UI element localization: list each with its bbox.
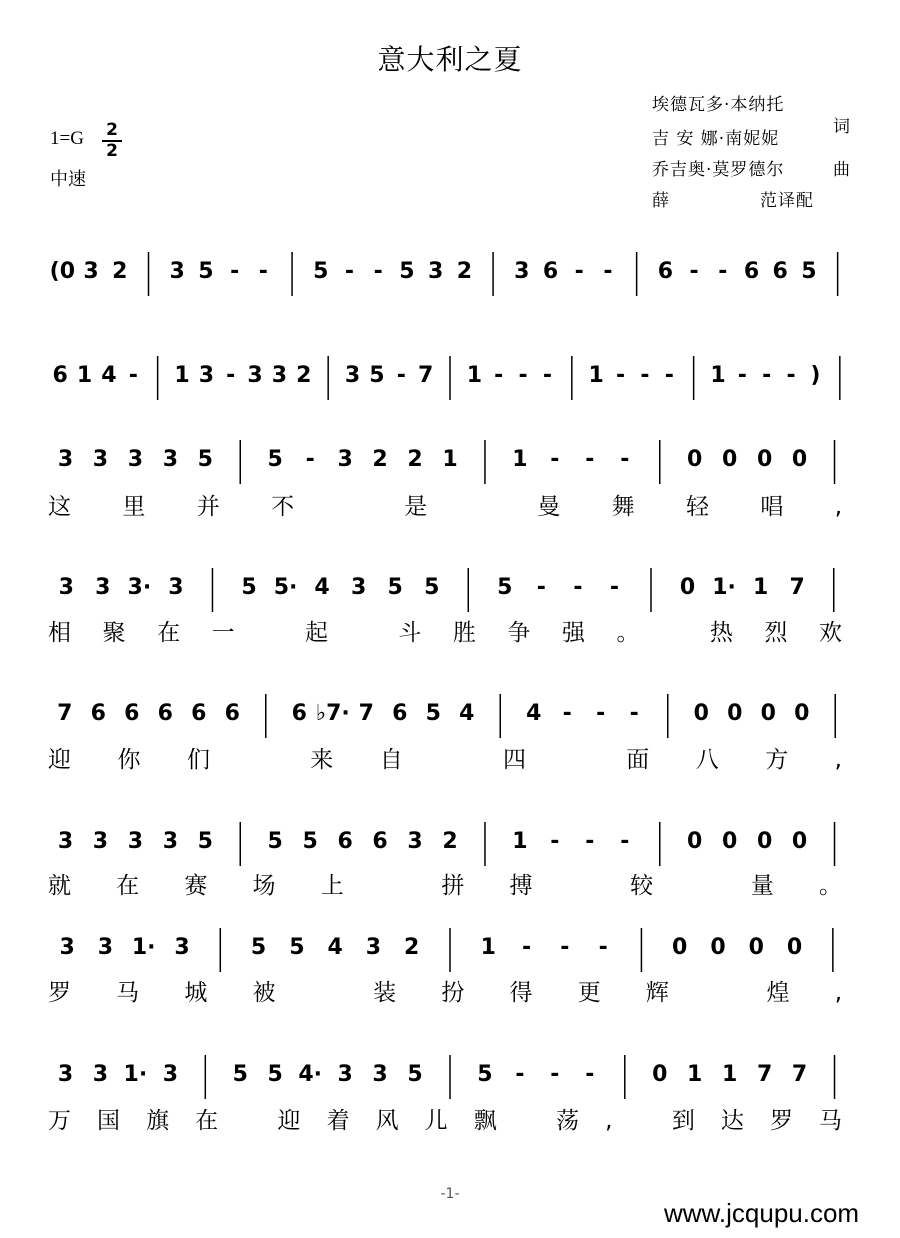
note-symbol: 3 — [365, 935, 382, 960]
note-symbol: - — [560, 935, 570, 960]
note-symbol: - — [620, 447, 630, 472]
note-symbol: 6 — [657, 259, 674, 284]
note-symbol: 0 — [721, 829, 738, 854]
note-symbol: 1· — [712, 575, 736, 600]
note-symbol: 3 — [344, 363, 361, 388]
lyric-line: 罗马城被 装扮得更辉 煌, — [48, 980, 842, 1006]
note-symbol: - — [664, 363, 674, 388]
note-symbol: 3 — [92, 829, 109, 854]
note-symbol: - — [585, 1062, 595, 1087]
note-symbol: - — [596, 701, 606, 726]
note-symbol: - — [585, 447, 595, 472]
note-symbol: 7 — [789, 575, 805, 600]
note-symbol: 1 — [752, 575, 769, 600]
note-symbol: - — [629, 701, 639, 726]
note-symbol: 3 — [337, 1062, 353, 1087]
note-symbol: 2 — [296, 363, 312, 388]
note-symbol: 5 — [267, 1062, 283, 1087]
lyricist-role: 词 — [833, 117, 850, 137]
key-signature: 1=G — [50, 128, 84, 149]
note-symbol: 0 — [672, 935, 688, 960]
note-symbol: 1 — [687, 1062, 703, 1087]
note-symbol: - — [550, 1062, 560, 1087]
note-symbol: 5 — [477, 1062, 493, 1087]
note-symbol: - — [494, 363, 504, 388]
note-symbol: - — [620, 829, 630, 854]
note-symbol: 3· — [127, 575, 152, 600]
note-symbol: 5 — [425, 701, 441, 726]
composer: 乔吉奥·莫罗德尔 — [652, 160, 785, 180]
note-symbol: 5 — [801, 259, 817, 284]
note-symbol: 5 — [198, 259, 214, 284]
note-symbol: 1 — [710, 363, 726, 388]
note-symbol: 0 — [756, 447, 773, 472]
note-symbol: 0 — [721, 447, 738, 472]
note-symbol: 0 — [794, 701, 810, 726]
note-symbol: 4 — [327, 935, 343, 960]
note-symbol: - — [762, 363, 772, 388]
note-symbol: 6 — [52, 363, 68, 388]
note-symbol: - — [344, 259, 355, 284]
note-symbol: 3 — [58, 575, 74, 600]
note-symbol: 1· — [131, 935, 156, 960]
note-symbol: 3 — [59, 935, 75, 960]
note-symbol: 7 — [358, 701, 374, 726]
note-symbol: 1 — [480, 935, 496, 960]
note-symbol: 3 — [57, 829, 74, 854]
note-symbol: - — [640, 363, 650, 388]
note-symbol: 5 — [302, 829, 318, 854]
note-symbol: - — [542, 363, 553, 388]
note-symbol: - — [518, 363, 528, 388]
note-symbol: 3 — [57, 1062, 74, 1087]
note-symbol: 2 — [112, 259, 128, 284]
note-symbol: 6 — [90, 701, 106, 726]
note-symbol: - — [598, 935, 608, 960]
note-symbol: 5 — [369, 363, 385, 388]
lyric-line: 迎你们 来自 四 面八方, — [48, 747, 842, 773]
note-symbol: 3 — [514, 259, 530, 284]
note-symbol: 3 — [174, 935, 190, 960]
note-symbol: 1· — [123, 1062, 148, 1087]
note-symbol: 5 — [267, 447, 283, 472]
note-symbol: 7 — [756, 1062, 773, 1087]
note-symbol: 5 — [407, 1062, 423, 1087]
note-symbol: - — [550, 829, 560, 854]
note-symbol: - — [226, 363, 236, 388]
note-symbol: 5 — [267, 829, 283, 854]
note-symbol: 3 — [198, 363, 215, 388]
note-symbol: 1 — [442, 447, 458, 472]
note-symbol: 6 — [224, 701, 240, 726]
note-symbol: 3 — [350, 575, 367, 600]
note-symbol: 0 — [710, 935, 726, 960]
note-symbol: 6 — [191, 701, 207, 726]
note-symbol: 4 — [459, 701, 475, 726]
note-symbol: 3 — [407, 829, 423, 854]
meter-top: 2 — [106, 120, 118, 140]
note-symbol: 3 — [97, 935, 114, 960]
note-symbol: 0 — [727, 701, 743, 726]
note-symbol: 1 — [466, 363, 483, 388]
note-symbol: 0 — [760, 701, 776, 726]
note-symbol: - — [609, 575, 620, 600]
note-symbol: 2 — [404, 935, 420, 960]
note-symbol: - — [737, 363, 747, 388]
note-symbol: - — [515, 1062, 525, 1087]
note-symbol: 0 — [791, 447, 808, 472]
lyric-line: 相聚在一 起 斗胜争强。 热烈欢 — [48, 620, 843, 646]
note-symbol: 3 — [162, 1062, 179, 1087]
note-symbol: 2 — [442, 829, 458, 854]
note-symbol: 5 — [241, 575, 257, 600]
note-symbol: 4· — [298, 1062, 323, 1087]
note-symbol: 3 — [427, 259, 444, 284]
note-symbol: 6 — [157, 701, 173, 726]
note-symbol: 3 — [95, 575, 111, 600]
note-symbol: 2 — [456, 259, 473, 284]
note-symbol: 2 — [372, 447, 388, 472]
note-symbol: 5 — [399, 259, 415, 284]
note-symbol: 3 — [127, 447, 144, 472]
note-symbol: 3 — [337, 447, 353, 472]
note-symbol: 7 — [791, 1062, 808, 1087]
note-symbol: 3 — [247, 363, 263, 388]
note-symbol: 1 — [588, 363, 604, 388]
note-symbol: 5 — [197, 829, 213, 854]
note-symbol: 7 — [57, 701, 73, 726]
note-symbol: 0 — [693, 701, 709, 726]
note-symbol: - — [550, 447, 560, 472]
note-symbol: 5 — [424, 575, 440, 600]
note-symbol: 5 — [250, 935, 267, 960]
note-symbol: 0 — [652, 1062, 668, 1087]
note-symbol: 6 — [743, 259, 760, 284]
note-symbol: 1 — [721, 1062, 738, 1087]
note-symbol: 5 — [197, 447, 213, 472]
note-symbol: 3 — [57, 447, 74, 472]
lyric-line: 就在赛场上 拼搏 较 量。 — [48, 873, 842, 899]
lyric-line: 这里并不 是 曼舞轻唱, — [48, 494, 842, 520]
note-symbol: 6 — [772, 259, 788, 284]
page-number: -1- — [440, 1186, 460, 1202]
translator-name-1: 薛 — [652, 191, 670, 211]
note-symbol: ♭7· — [315, 701, 350, 726]
website-watermark: www.jcqupu.com — [664, 1198, 860, 1228]
note-symbol: 7 — [417, 363, 434, 388]
note-symbol: 3 — [162, 829, 179, 854]
note-symbol: 0 — [786, 935, 803, 960]
tempo-marking: 中速 — [50, 169, 86, 190]
note-symbol: 3 — [92, 1062, 109, 1087]
lyricist-1: 埃德瓦多·本纳托 — [652, 95, 785, 115]
note-symbol: 5 — [313, 259, 329, 284]
note-symbol: 6 — [542, 259, 559, 284]
note-symbol: 5 — [232, 1062, 248, 1087]
note-symbol: 4 — [526, 701, 542, 726]
note-symbol: 0 — [679, 575, 696, 600]
note-symbol: - — [574, 259, 584, 284]
note-symbol: - — [258, 259, 268, 284]
song-title: 意大利之夏 — [377, 43, 523, 76]
note-symbol: 2 — [407, 447, 423, 472]
note-symbol: 6 — [392, 701, 408, 726]
note-symbol: - — [585, 829, 595, 854]
note-symbol: - — [396, 363, 406, 388]
note-symbol: 0 — [687, 829, 703, 854]
note-symbol: - — [689, 259, 699, 284]
note-symbol: 1 — [174, 363, 190, 388]
translator-name-2: 范译配 — [760, 191, 814, 211]
note-symbol: - — [615, 363, 626, 388]
note-symbol: - — [522, 935, 532, 960]
composer-role: 曲 — [833, 160, 850, 180]
note-symbol: 5 — [289, 935, 305, 960]
note-symbol: ) — [810, 363, 821, 388]
note-symbol: (0 — [49, 259, 76, 284]
note-symbol: 3 — [168, 575, 184, 600]
note-symbol: 0 — [687, 447, 703, 472]
note-symbol: 1 — [512, 829, 528, 854]
note-symbol: - — [718, 259, 728, 284]
note-symbol: 3 — [162, 447, 179, 472]
note-symbol: 1 — [512, 447, 528, 472]
note-symbol: 6 — [124, 701, 140, 726]
note-symbol: 5 — [497, 575, 513, 600]
note-symbol: - — [562, 701, 572, 726]
note-symbol: 4 — [314, 575, 330, 600]
lyric-line: 万国旗在 迎着风儿飘 荡, 到达罗马 — [48, 1108, 843, 1134]
note-symbol: 3 — [83, 259, 99, 284]
note-symbol: - — [536, 575, 546, 600]
note-symbol: 3 — [271, 363, 288, 388]
note-symbol: 5· — [273, 575, 298, 600]
note-symbol: 3 — [127, 829, 144, 854]
note-symbol: 0 — [756, 829, 773, 854]
note-symbol: - — [573, 575, 583, 600]
note-symbol: 3 — [169, 259, 185, 284]
note-symbol: 3 — [372, 1062, 388, 1087]
note-symbol: 3 — [92, 447, 109, 472]
note-symbol: - — [305, 447, 315, 472]
note-symbol: - — [128, 363, 138, 388]
note-symbol: 6 — [337, 829, 353, 854]
note-symbol: - — [230, 259, 240, 284]
note-symbol: 6 — [372, 829, 388, 854]
note-symbol: - — [373, 259, 383, 284]
note-symbol: 4 — [101, 363, 117, 388]
note-symbol: 1 — [76, 363, 93, 388]
note-symbol: 5 — [387, 575, 403, 600]
note-symbol: 0 — [791, 829, 808, 854]
note-symbol: - — [603, 259, 613, 284]
lyricist-2: 吉 安 娜·南妮妮 — [652, 129, 780, 149]
note-symbol: 0 — [748, 935, 764, 960]
meter-bottom: 2 — [106, 141, 118, 161]
note-symbol: 6 — [291, 701, 307, 726]
note-symbol: - — [786, 363, 796, 388]
